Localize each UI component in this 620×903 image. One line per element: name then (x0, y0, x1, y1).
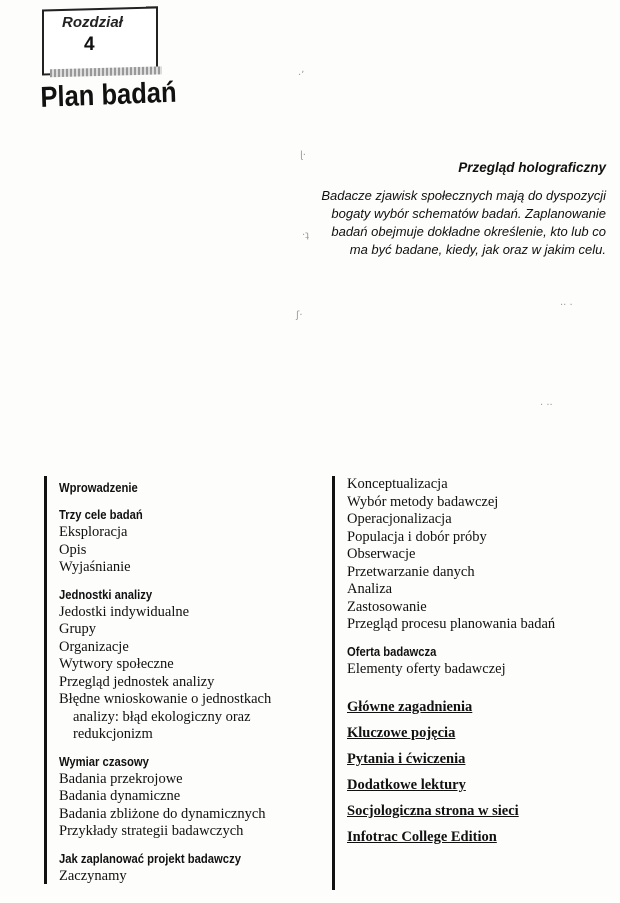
section-heading-intro: Wprowadzenie (59, 481, 138, 495)
show-through-speck: ʃ· (296, 310, 303, 321)
outline-item: Organizacje (59, 638, 129, 655)
outline-item: Zastosowanie (347, 598, 427, 615)
page-title: Plan badań (40, 76, 178, 114)
outline-item: Badania dynamiczne (59, 788, 181, 804)
outline-item: Przegląd procesu planowania badań (347, 616, 556, 632)
outline-item: Badania zbliżone do dynamicznych (59, 805, 266, 822)
chapter-number: 4 (84, 34, 95, 55)
outline-item: redukcjonizm (73, 726, 153, 742)
outline-item: Obserwacje (347, 546, 416, 562)
show-through-speck: ·· · (560, 300, 573, 311)
outline-item: Wytwory społeczne (59, 656, 174, 672)
section-heading: Jak zaplanować projekt badawczy (59, 851, 241, 866)
holographic-overview (306, 160, 606, 259)
link-questions-exercises[interactable]: Pytania i ćwiczenia (347, 751, 466, 767)
outline-item: Przykłady strategii badawczych (59, 823, 244, 839)
holographic-text (306, 187, 606, 259)
holographic-line: bogaty wybór schematów badań. Zaplanowanie (331, 206, 606, 221)
outline-item: Jedostki indywidualne (59, 603, 190, 620)
holographic-line: Badacze zjawisk społecznych mają do dyspozycji (321, 188, 606, 203)
show-through-speck: ·ʇ (302, 230, 310, 241)
outline-item: Przegląd jednostek analizy (59, 673, 215, 690)
section-heading: Trzy cele badań (59, 508, 143, 522)
outline-item: Opis (59, 541, 87, 558)
outline-item: analizy: błąd ekologiczny oraz (73, 708, 251, 725)
holographic-heading: Przegląd holograficzny (458, 160, 606, 175)
outline-item: Błędne wnioskowanie o jednostkach (59, 691, 272, 707)
outline-item: Zaczynamy (59, 867, 127, 884)
outline-item: Wybór metody badawczej (347, 493, 499, 510)
link-key-topics[interactable]: Główne zagadnienia (347, 699, 473, 715)
section-heading-offer: Oferta badawcza (347, 644, 437, 659)
show-through-speck: ɭ· (300, 150, 306, 161)
show-through-speck: · ·· (540, 400, 553, 411)
chapter-label: Rozdział (62, 14, 123, 31)
link-further-reading[interactable]: Dodatkowe lektury (347, 777, 466, 793)
link-sociology-website[interactable]: Socjologiczna strona w sieci (347, 803, 519, 819)
outline-item: Grupy (59, 621, 97, 637)
outline-item: Przetwarzanie danych (347, 563, 475, 580)
holographic-line: badań obejmuje dokładne określenie, kto lub co (331, 224, 606, 239)
outline-item: Operacjonalizacja (347, 511, 452, 527)
outline-item: Elementy oferty badawczej (347, 660, 506, 677)
outline-item: Wyjaśnianie (59, 559, 131, 575)
outline-item: Badania przekrojowe (59, 770, 183, 787)
outline-item: Analiza (347, 581, 393, 597)
link-key-concepts[interactable]: Kluczowe pojęcia (347, 725, 456, 741)
show-through-speck: ·ʼ (298, 70, 305, 81)
link-infotrac[interactable]: Infotrac College Edition (347, 829, 497, 845)
outline-item: Populacja i dobór próby (347, 528, 487, 545)
section-heading: Jednostki analizy (59, 587, 153, 602)
outline-item: Eksploracja (59, 524, 128, 540)
outline-left-column (44, 476, 329, 884)
holographic-line: ma być badane, kiedy, jak oraz w jakim celu. (349, 242, 606, 257)
outline-right-column (332, 476, 587, 890)
section-heading: Wymiar czasowy (59, 754, 149, 769)
outline-item: Konceptualizacja (347, 476, 448, 492)
